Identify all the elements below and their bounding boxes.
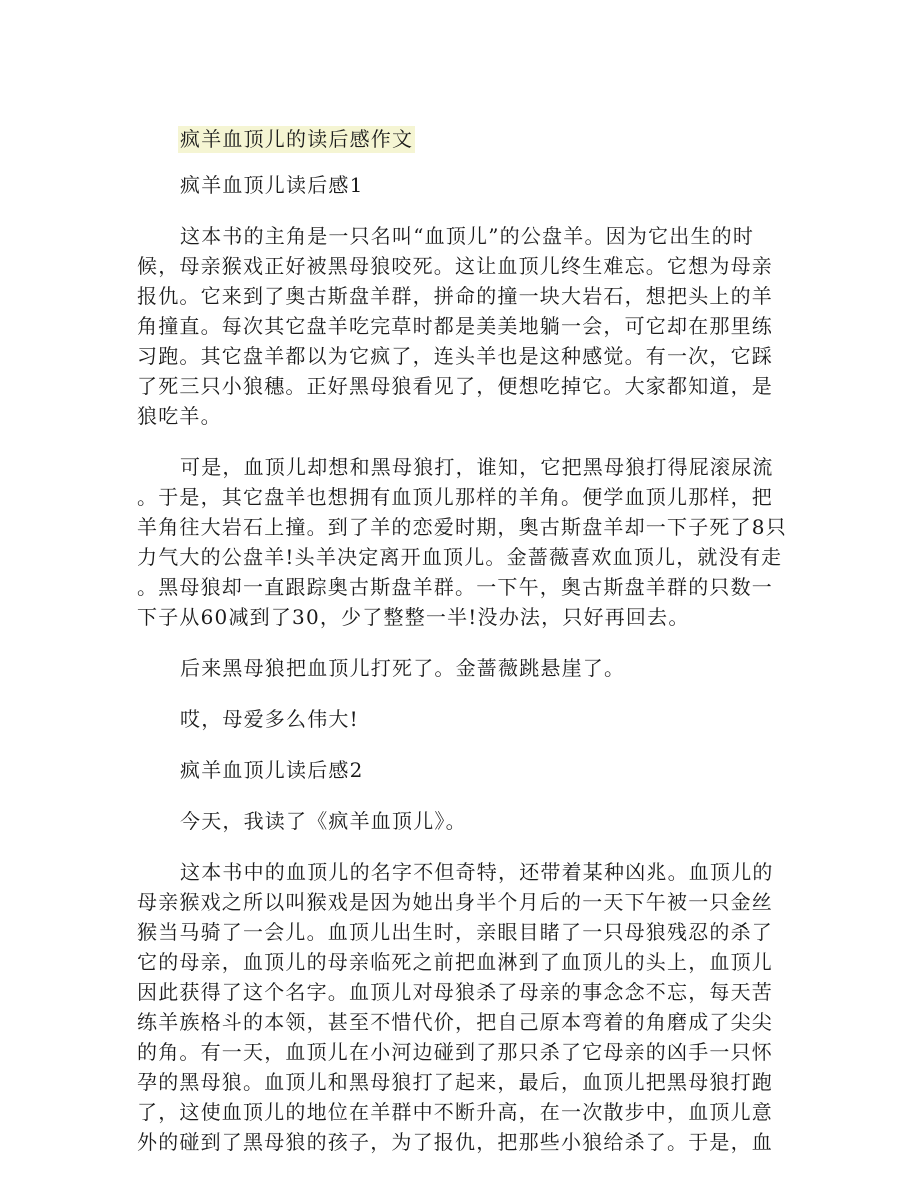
text-line: 猴当马骑了一会儿。血顶儿出生时，亲眼目睹了一只母狼残忍的杀了: [137, 920, 773, 944]
section1-paragraph-3: 后来黑母狼把血顶儿打死了。金蔷薇跳悬崖了。: [180, 656, 626, 680]
section2-paragraph-2: [137, 857, 774, 1157]
document-title-line: [137, 124, 767, 154]
text-line: 练羊族格斗的本领，甚至不惜代价，把自己原本弯着的角磨成了尖尖: [137, 1010, 773, 1034]
text-line: 母亲猴戏之所以叫猴戏是因为她出身半个月后的一天下午被一只金丝: [137, 890, 773, 914]
text-line: 角撞直。每次其它盘羊吃完草时都是美美地躺一会，可它却在那里练: [137, 314, 773, 338]
text-line: 这本书中的血顶儿的名字不但奇特，还带着某种凶兆。血顶儿的: [180, 860, 774, 884]
text-line: 了死三只小狼穗。正好黑母狼看见了，便想吃掉它。大家都知道，是: [137, 374, 773, 398]
text-line: 。于是，其它盘羊也想拥有血顶儿那样的羊角。便学血顶儿那样，把: [137, 485, 773, 509]
text-line: 这本书的主角是一只名叫“血顶儿”的公盘羊。因为它出生的时: [180, 224, 755, 248]
section-heading-2: 疯羊血顶儿读后感2: [180, 758, 364, 782]
text-line: 报仇。它来到了奥古斯盘羊群，拼命的撞一块大岩石，想把头上的羊: [137, 284, 773, 308]
text-line: 下子从60减到了30，少了整整一半!没办法，只好再回去。: [137, 605, 690, 629]
text-line: 习跑。其它盘羊都以为它疯了，连头羊也是这种感觉。有一次，它踩: [137, 344, 773, 368]
document-title: 疯羊血顶儿的读后感作文: [180, 127, 414, 151]
text-line: 了，这使血顶儿的地位在羊群中不断升高，在一次散步中，血顶儿意: [137, 1100, 773, 1124]
section1-paragraph-1: [137, 221, 773, 431]
text-line: 外的碰到了黑母狼的孩子，为了报仇，把那些小狼给杀了。于是，血: [137, 1130, 773, 1154]
text-line: 。黑母狼却一直跟踪奥古斯盘羊群。一下午，奥古斯盘羊群的只数一: [137, 575, 773, 599]
text-line: 力气大的公盘羊!头羊决定离开血顶儿。金蔷薇喜欢血顶儿，就没有走: [137, 545, 783, 569]
section-heading-1: 疯羊血顶儿读后感1: [180, 173, 364, 197]
section1-paragraph-2: [137, 452, 787, 632]
text-line: 孕的黑母狼。血顶儿和黑母狼打了起来，最后，血顶儿把黑母狼打跑: [137, 1070, 773, 1094]
text-line: 狼吃羊。: [137, 404, 222, 428]
section2-paragraph-1: 今天，我读了《疯羊血顶儿》。: [180, 809, 467, 833]
text-line: 羊角往大岩石上撞。到了羊的恋爱时期，奥古斯盘羊却一下子死了8只: [137, 515, 787, 539]
text-line: 它的母亲，血顶儿的母亲临死之前把血淋到了血顶儿的头上，血顶儿: [137, 950, 773, 974]
text-line: 因此获得了这个名字。血顶儿对母狼杀了母亲的事念念不忘，每天苦: [137, 980, 773, 1004]
document-page: [137, 124, 787, 1157]
text-line: 候，母亲猴戏正好被黑母狼咬死。这让血顶儿终生难忘。它想为母亲: [137, 254, 773, 278]
text-line: 的角。有一天，血顶儿在小河边碰到了那只杀了它母亲的凶手一只怀: [137, 1040, 773, 1064]
section1-paragraph-4: 哎，母爱多么伟大!: [180, 707, 359, 731]
text-line: 可是，血顶儿却想和黑母狼打，谁知，它把黑母狼打得屁滚尿流: [180, 455, 774, 479]
